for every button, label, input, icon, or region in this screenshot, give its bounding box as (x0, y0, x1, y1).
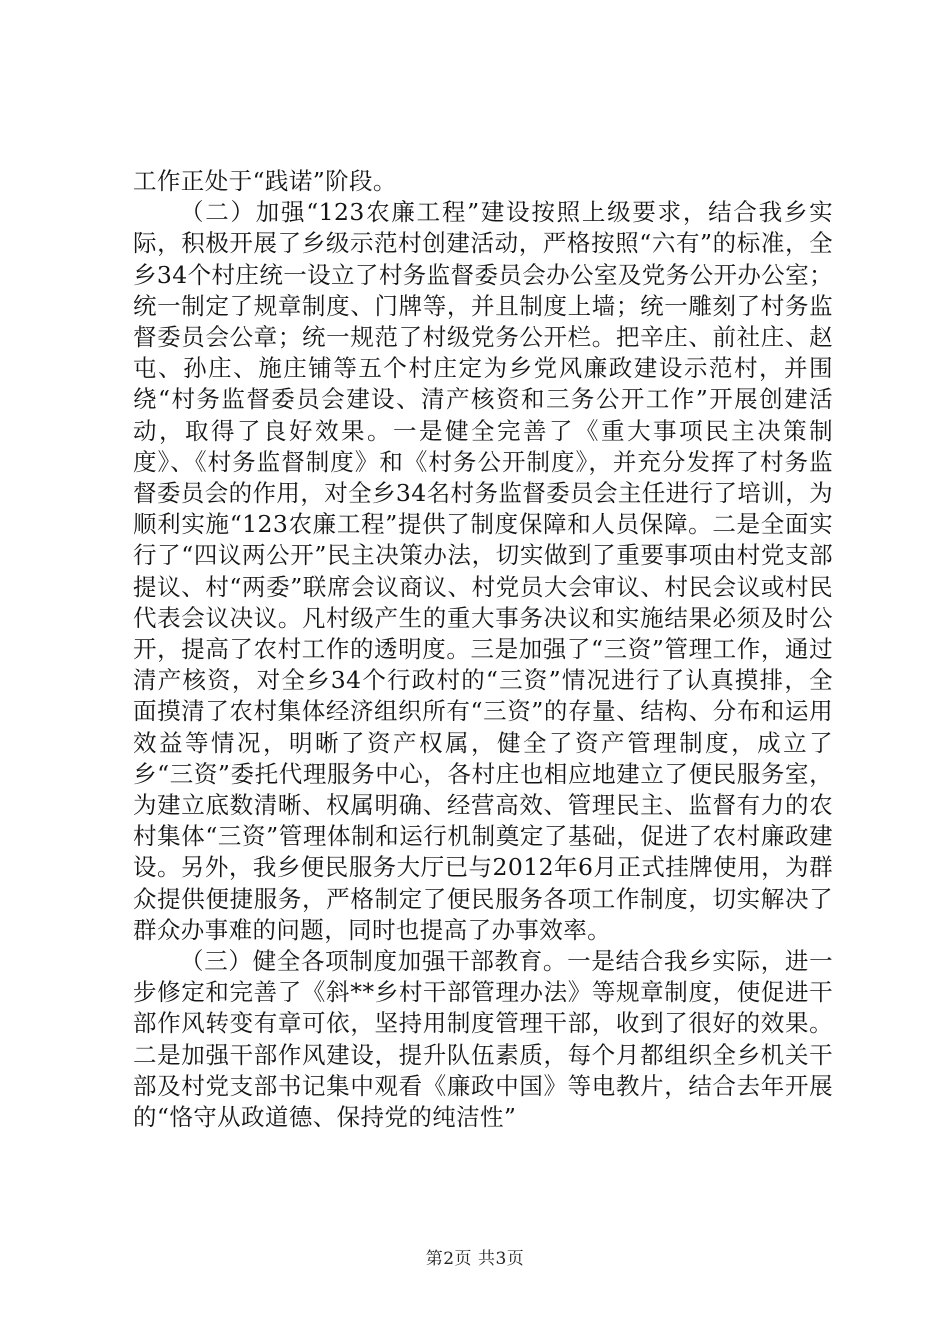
paragraph-continuation: 工作正处于“践诺”阶段。 (133, 167, 397, 195)
document-body (133, 166, 833, 1133)
page-number-footer: 第2页 共3页 (425, 1249, 525, 1269)
paragraph-section-two: （二）加强“123农廉工程”建设按照上级要求，结合我乡实际，积极开展了乡级示范村创建活动，严格按照“六有”的标准，全乡34个村庄统一设立了村务监督委员会办公室及党务公开办公室；统一制定了规章制度、门牌等，并且制度上墙；统一雕刻了村务监督委员会公章；统一规范了村级党务公开栏。把辛庄、前社庄、赵屯、孙庄、施庄铺等五个村庄定为乡党风廉政建设示范村，并围绕“村务监督委员会建设、清产核资和三务公开工作”开展创建活动，取得了良好效果。一是健全完善了《重大事项民主决策制度》、《村务监督制度》和《村务公开制度》，并充分发挥了村务监督委员会的作用，对全乡34名村务监督委员会主任进行了培训，为顺利实施“123农廉工程”提供了制度保障和人员保障。二是全面实行了“四议两公开”民主决策办法，切实做到了重要事项由村党支部提议、村“两委”联席会议商议、村党员大会审议、村民会议或村民代表会议决议。凡村级产生的重大事务决议和实施结果必须及时公开，提高了农村工作的透明度。三是加强了“三资”管理工作，通过清产核资，对全乡34个行政村的“三资”情况进行了认真摸排，全面摸清了农村集体经济组织所有“三资”的存量、结构、分布和运用效益等情况，明晰了资产权属，健全了资产管理制度，成立了乡“三资”委托代理服务中心，各村庄也相应地建立了便民服务室，为建立底数清晰、权属明确、经营高效、管理民主、监督有力的农村集体“三资”管理体制和运行机制奠定了基础，促进了农村廉政建设。另外，我乡便民服务大厅已与2012年6月正式挂牌使用，为群众提供便捷服务，严格制定了便民服务各项工作制度，切实解决了群众办事难的问题，同时也提高了办事效率。 (133, 198, 833, 944)
paragraph-section-three: （三）健全各项制度加强干部教育。一是结合我乡实际，进一步修定和完善了《斜**乡村干部管理办法》等规章制度，使促进干部作风转变有章可依，坚持用制度管理干部，收到了很好的效果。二是加强干部作风建设，提升队伍素质，每个月都组织全乡机关干部及村党支部书记集中观看《廉政中国》等电教片，结合去年开展的“恪守从政道德、保持党的纯洁性” (133, 947, 833, 1132)
